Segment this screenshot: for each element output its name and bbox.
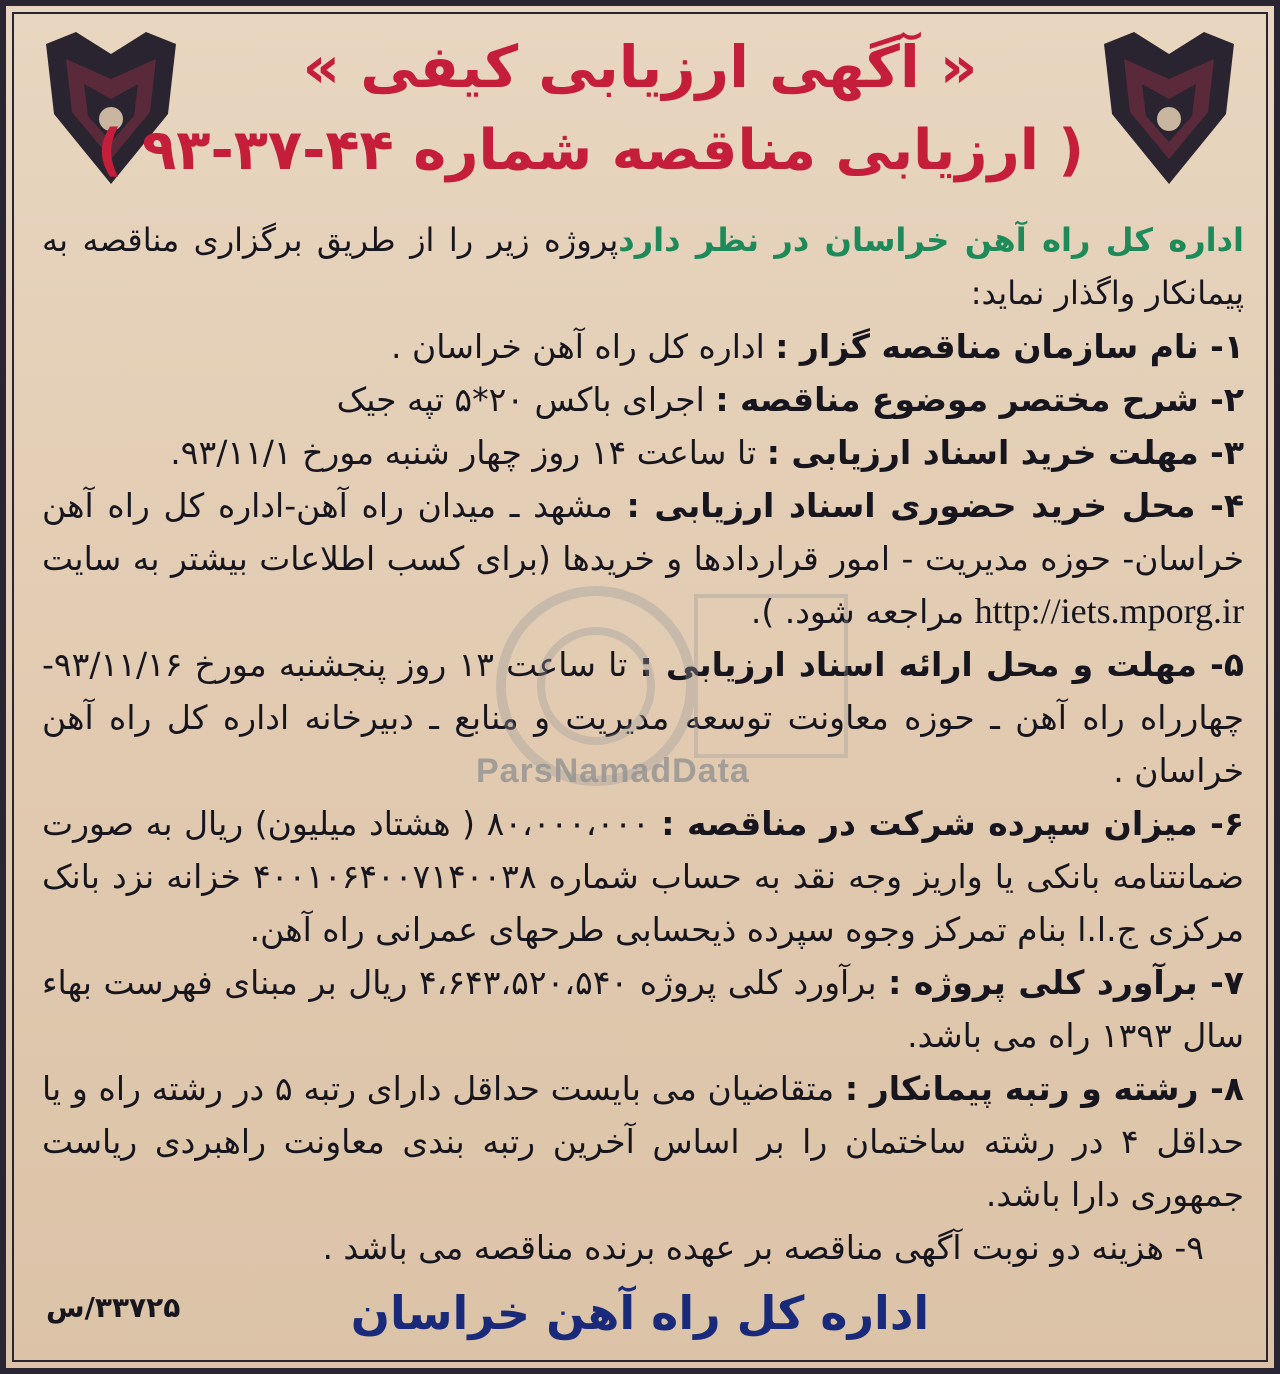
item-heading: ۳- مهلت خرید اسناد ارزیابی : xyxy=(766,433,1244,472)
item-text: تا ساعت ۱۴ روز چهار شنبه مورخ ۹۳/۱۱/۱. xyxy=(170,433,767,472)
intro-rest: پروژه زیر را از طریق برگزاری مناقصه به پیمانکار واگذار نماید: xyxy=(42,221,1244,312)
ad-subtitle: ( ارزیابی مناقصه شماره ۴۴-۳۷-۹۳ ) xyxy=(97,118,1084,183)
item-1 xyxy=(42,320,1244,373)
item-heading: ۶- میزان سپرده شرکت در مناقصه : xyxy=(661,804,1244,843)
signature: اداره کل راه آهن خراسان xyxy=(350,1286,930,1340)
item-6 xyxy=(42,797,1244,956)
intro-lead: اداره کل راه آهن خراسان در نظر دارد xyxy=(618,221,1245,259)
intro-paragraph xyxy=(42,214,1244,320)
website-link[interactable]: http://iets.mporg.ir xyxy=(974,591,1244,631)
item-heading: ۷- برآورد کلی پروژه : xyxy=(888,963,1245,1002)
item-3 xyxy=(42,426,1244,479)
item-2 xyxy=(42,373,1244,426)
item-heading: ۴- محل خرید حضوری اسناد ارزیابی : xyxy=(626,486,1244,525)
item-heading: ۱- نام سازمان مناقصه گزار : xyxy=(775,327,1244,366)
item-text: اداره کل راه آهن خراسان . xyxy=(391,327,776,366)
item-8 xyxy=(42,1062,1244,1221)
item-text: تا ساعت ۱۳ روز پنجشنبه مورخ ۹۳/۱۱/۱۶- چهارراه راه آهن ـ حوزه معاونت توسعه مدیریت و منابع ـ دبیرخانه اداره کل راه آهن خراسان . xyxy=(42,645,1244,790)
item-heading: ۸- رشته و رتبه پیمانکار : xyxy=(844,1069,1244,1108)
item-text: متقاضیان می بایست حداقل دارای رتبه ۵ در رشته راه و یا حداقل ۴ در رشته ساختمان را بر اساس آخرین رتبه بندی معاونت راهبردی ریاست جمهوری دارا باشد. xyxy=(42,1069,1244,1214)
item-text: برآورد کلی پروژه ۴،۶۴۳،۵۲۰،۵۴۰ ریال بر مبنای فهرست بهاء سال ۱۳۹۳ راه می باشد. xyxy=(42,963,1244,1055)
item-4 xyxy=(42,479,1244,638)
item-text-after: مراجعه شود. ). xyxy=(750,592,975,631)
item-heading: ۵- مهلت و محل ارائه اسناد ارزیابی : xyxy=(639,645,1244,684)
item-heading: ۲- شرح مختصر موضوع مناقصه : xyxy=(715,380,1244,419)
ad-body xyxy=(42,214,1244,1274)
item-text: مشهد ـ میدان راه آهن-اداره کل راه آهن خراسان- حوزه مدیریت - امور قراردادها و خریدها (برای کسب اطلاعات بیشتر به سایت xyxy=(42,486,1244,578)
item-text: ۸۰،۰۰۰،۰۰۰ ( هشتاد میلیون) ریال به صورت ضمانتنامه بانکی یا واریز وجه نقد به حساب شماره ۴۰۰۱۰۶۴۰۰۷۱۴۰۰۳۸ خزانه نزد بانک مرکزی ج.ا.ا بنام تمرکز وجوه سپرده ذیحسابی طرحهای عمرانی راه آهن. xyxy=(42,804,1244,949)
item-9 xyxy=(42,1221,1244,1274)
ad-title: « آگهی ارزیابی کیفی » xyxy=(302,33,978,101)
ad-code: ۳۳۷۲۵/س xyxy=(46,1291,181,1324)
railway-emblem-right xyxy=(1094,24,1244,194)
watermark-text: ParsNamadData xyxy=(476,752,750,790)
item-text: اجرای باکس ۲۰*۵ تپه جیک xyxy=(336,380,716,419)
item-text: ۹- هزینه دو نوبت آگهی مناقصه بر عهده برنده مناقصه می باشد . xyxy=(322,1228,1204,1267)
item-7 xyxy=(42,956,1244,1062)
